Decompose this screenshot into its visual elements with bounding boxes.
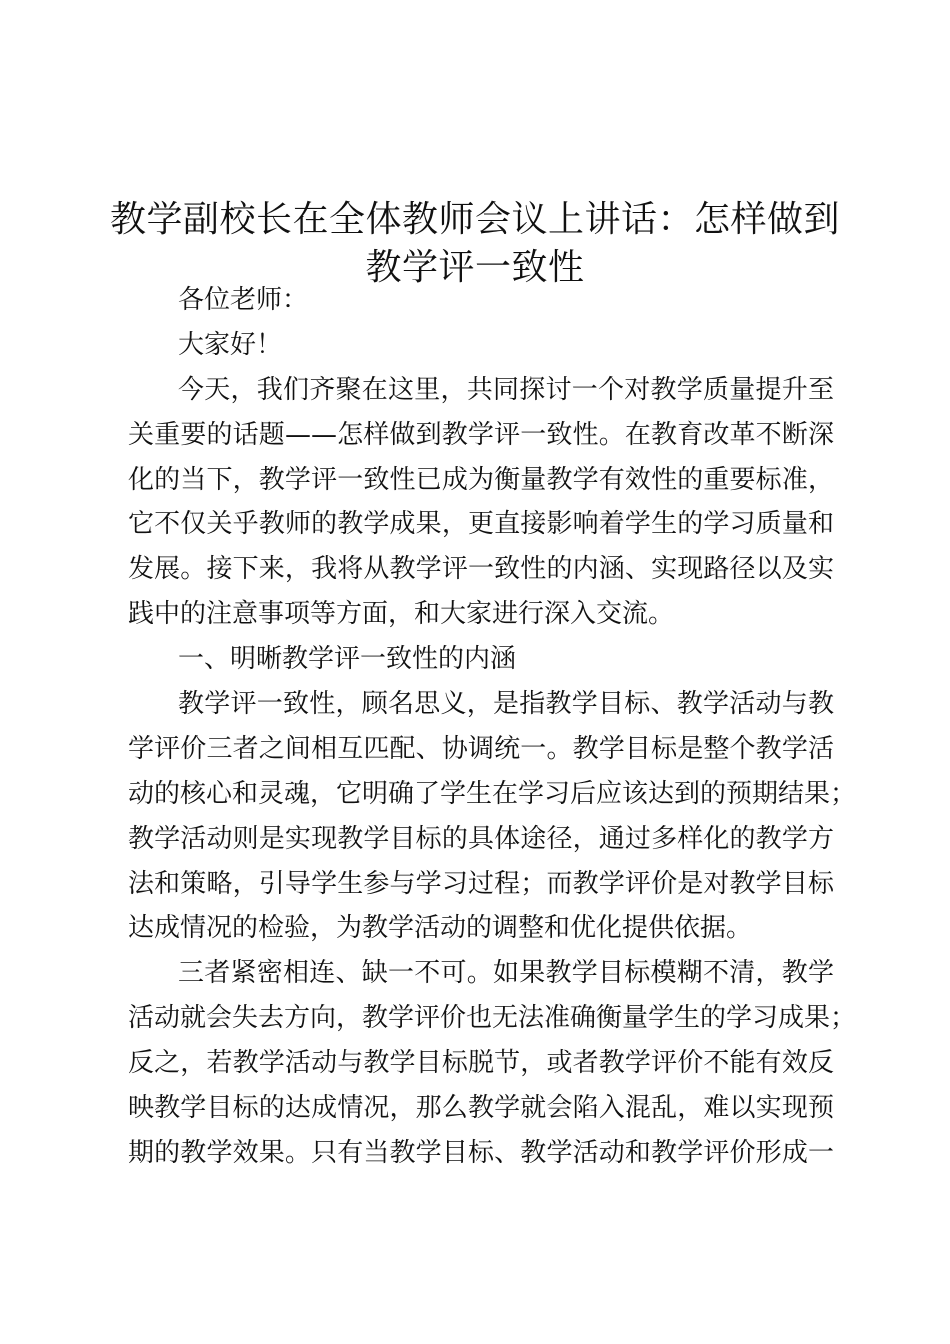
body-line: 教学活动则是实现教学目标的具体途径，通过多样化的教学方 bbox=[128, 823, 834, 854]
body-line: 今天，我们齐聚在这里，共同探讨一个对教学质量提升至 bbox=[178, 374, 834, 405]
body-line: 反之，若教学活动与教学目标脱节，或者教学评价不能有效反 bbox=[128, 1048, 834, 1079]
body-line: 期的教学效果。只有当教学目标、教学活动和教学评价形成一 bbox=[128, 1137, 834, 1168]
body-line: 教学评一致性，顾名思义，是指教学目标、教学活动与教 bbox=[178, 689, 834, 720]
body-line: 三者紧密相连、缺一不可。如果教学目标模糊不清，教学 bbox=[178, 958, 834, 989]
document-body bbox=[128, 278, 857, 1176]
body-line: 它不仅关乎教师的教学成果，更直接影响着学生的学习质量和 bbox=[128, 509, 834, 540]
salutation: 各位老师： bbox=[178, 285, 309, 315]
section-heading: 一、明晰教学评一致性的内涵 bbox=[178, 644, 517, 675]
body-line: 化的当下，教学评一致性已成为衡量教学有效性的重要标准， bbox=[128, 464, 834, 495]
body-line: 发展。接下来，我将从教学评一致性的内涵、实现路径以及实 bbox=[128, 554, 834, 585]
body-line: 学评价三者之间相互匹配、协调统一。教学目标是整个教学活 bbox=[128, 733, 834, 764]
body-line: 法和策略，引导学生参与学习过程；而教学评价是对教学目标 bbox=[128, 868, 834, 899]
title-line-2: 教学评一致性 bbox=[365, 247, 585, 289]
body-line: 映教学目标的达成情况，那么教学就会陷入混乱，难以实现预 bbox=[128, 1093, 834, 1124]
body-line: 达成情况的检验，为教学活动的调整和优化提供依据。 bbox=[128, 913, 753, 944]
greeting: 大家好！ bbox=[178, 329, 283, 360]
body-line: 关重要的话题——怎样做到教学评一致性。在教育改革不断深 bbox=[128, 419, 834, 450]
body-line: 动的核心和灵魂，它明确了学生在学习后应该达到的预期结果； bbox=[128, 778, 857, 809]
title-line-1: 教学副校长在全体教师会议上讲话：怎样做到 bbox=[110, 199, 841, 241]
body-line: 践中的注意事项等方面，和大家进行深入交流。 bbox=[128, 599, 675, 630]
body-line: 活动就会失去方向，教学评价也无法准确衡量学生的学习成果； bbox=[128, 1003, 857, 1034]
